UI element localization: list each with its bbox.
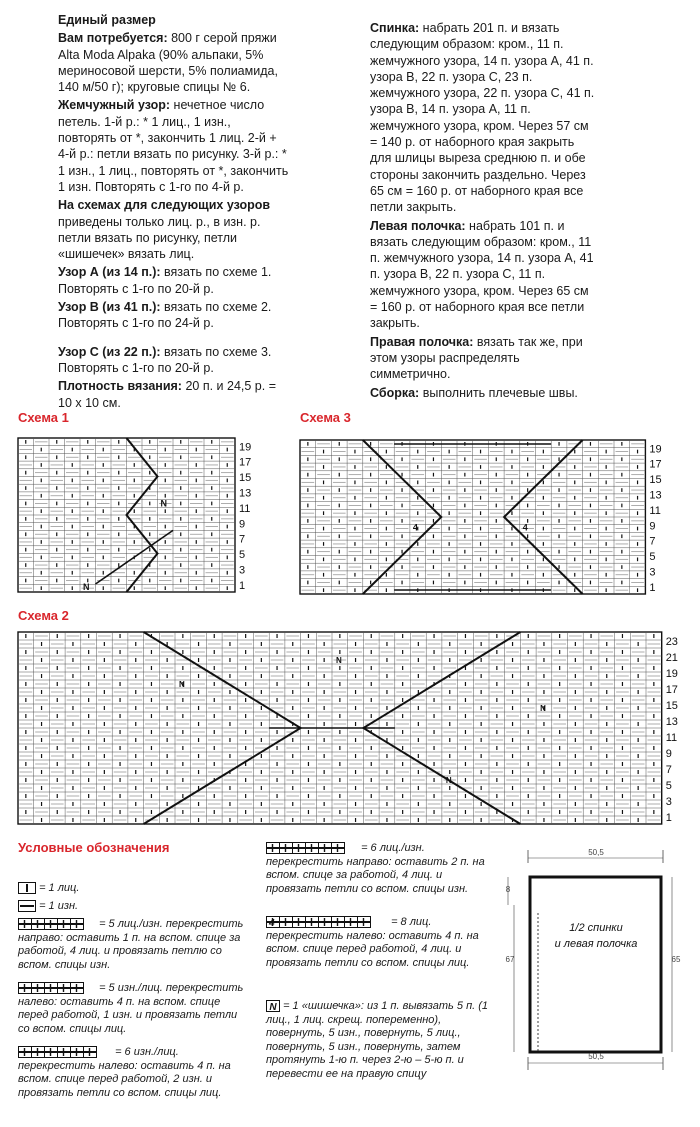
scheme-3-row-label: 17 [649, 458, 662, 471]
scheme-1-row-label: 7 [239, 533, 246, 546]
left_column-heading: Жемчужный узор: [58, 98, 171, 113]
scheme-2-title: Схема 2 [18, 608, 69, 623]
garment-pattern-diagram [500, 845, 690, 1075]
scheme-1-row-label: 5 [239, 549, 246, 562]
scheme-1-bobble-mark: N [83, 582, 90, 592]
left_column-heading: Вам потребуется: [58, 31, 168, 46]
left_column-heading: Единый размер [58, 13, 156, 27]
left_column-paragraph [58, 344, 290, 377]
left-text-column [58, 12, 290, 413]
right_column-paragraph [370, 20, 598, 216]
legend-cross-8-left-text: = 8 лиц. перекрестить налево: оставить 4 п. на вспом. спице перед работой, 4 лиц. и провязать петли со вспом. спицы лиц. [266, 916, 479, 969]
right_column-paragraph [370, 385, 598, 401]
left_column-heading: Плотность вязания: [58, 379, 182, 394]
scheme-1-row-label: 3 [239, 564, 246, 577]
scheme-3-cross-mark: 4 [522, 522, 528, 533]
scheme-1-row-label: 17 [239, 456, 252, 469]
scheme-2-row-label: 23 [665, 635, 678, 648]
width-bottom-label: 50,5 [588, 1052, 604, 1061]
left_column-text: вязать по схеме 1. Повторять с 1-го по 20-й р. [58, 265, 272, 296]
scheme-3-chart [300, 440, 675, 600]
height-left-label: 67 [505, 955, 515, 964]
left_column-paragraph [58, 97, 290, 195]
left_column-heading: Узор С (из 22 п.): [58, 344, 161, 359]
scheme-3-row-label: 5 [649, 551, 656, 564]
scheme-2-row-label: 11 [665, 731, 678, 744]
legend-title: Условные обозначения [18, 840, 170, 855]
left_column-text: 20 п. и 24,5 р. = 10 х 10 см. [58, 379, 276, 410]
legend-cross-5-left-text: = 5 изн./лиц. перекрестить налево: оставить 4 п. на вспом. спице перед работой, 1 изн. и провязать петли со вспом. спицы лиц. [18, 982, 244, 1035]
scheme-3-row-label: 1 [649, 581, 656, 594]
scheme-2-row-label: 7 [665, 763, 672, 776]
scheme-3-row-label: 15 [649, 474, 662, 487]
left_column-text: 800 г серой пряжи Alta Moda Alpaka (90% альпаки, 5% мериносовой шерсти, 5% полиамида, 140 м/50 г); круговые спицы № 6. [58, 31, 278, 95]
bobble-symbol-icon [266, 1000, 280, 1012]
pattern-label-line1: 1/2 спинки [569, 922, 623, 934]
width-top-label: 50,5 [588, 848, 604, 857]
scheme-2-bobble-mark: N [179, 680, 185, 689]
scheme-2-row-label: 17 [665, 683, 678, 696]
right_column-heading: Спинка: [370, 21, 420, 35]
scheme-2-row-label: 3 [665, 795, 672, 808]
scheme-1-row-label: 1 [239, 579, 246, 592]
svg-text:N: N [269, 1002, 277, 1014]
left_column-text: приведены только лиц. р., в изн. р. петли вязать по рисунку, петли «шишечек» вязать лиц. [58, 214, 261, 262]
right-text-column [370, 20, 598, 403]
scheme-3-row-label: 3 [649, 566, 656, 579]
right_column-text: выполнить плечевые швы. [419, 385, 578, 400]
scheme-2-chart [18, 632, 688, 827]
pattern-label-line2: и левая полочка [554, 938, 638, 950]
cross-6-right-icon [266, 842, 358, 854]
scheme-3-cross-mark: 4 [412, 522, 418, 533]
left_column-paragraph [58, 197, 290, 262]
cross-8-left-icon [266, 916, 388, 928]
legend-purl-text: = 1 изн. [39, 900, 79, 912]
legend-cross-6-right-text: = 6 лиц./изн. перекрестить направо: оставить 2 п. на вспом. спице за работой, 4 лиц. и провязать петли со вспом. спицы изн. [266, 842, 485, 895]
legend-cross-5-right-text: = 5 лиц./изн. перекрестить направо: оставить 1 п. на вспом. спице за работой, 4 лиц. и провязать петлю со вспом. спицы изн. [18, 918, 244, 971]
cross-5-right-icon [18, 918, 96, 930]
scheme-3-row-label: 11 [649, 504, 661, 517]
left_column-text: нечетное число петель. 1-й р.: * 1 лиц., 1 изн., повторять от *, закончить 1 лиц. 2-й + 4-й р.: петли вязать по рисунку. 3-й р.: * 1 изн., 1 лиц., повторять от *, закончить 1 изн. Повторять с 1-го по 4-й р. [58, 98, 289, 194]
left_column-heading: На схемах для следующих узоров [58, 198, 271, 213]
left_column-paragraph [58, 30, 290, 95]
left_column-paragraph [58, 12, 290, 28]
right_column-text: вязать так же, при этом узоры распределять симметрично. [370, 334, 583, 382]
right_column-heading: Правая полочка: [370, 334, 474, 349]
scheme-3-row-label: 13 [649, 489, 662, 502]
right_column-heading: Левая полочка: [370, 218, 466, 233]
left_column-paragraph [58, 299, 290, 332]
scheme-2-row-label: 9 [665, 747, 672, 760]
knit-symbol-icon [18, 882, 36, 894]
scheme-2-row-label: 1 [665, 811, 672, 824]
right_column-text: набрать 101 п. и вязать следующим образом: кром., 11 п. жемчужного узора, 14 п. узора А, 41 п. узора В, 22 п. узора С, 11 п. жемчужного узора, кром. Через 65 см = 160 р. от наборного края все петли закрыть. [370, 218, 594, 331]
scheme-1-chart [18, 438, 258, 598]
right_column-paragraph [370, 218, 598, 332]
right_column-paragraph [370, 334, 598, 383]
legend-cross-6-left-text: = 6 изн./лиц. перекрестить налево: оставить 4 п. на вспом. спице перед работой, 2 изн. и провязать петли со вспом. спицы лиц. [18, 1046, 231, 1099]
legend-bobble [266, 1000, 498, 1081]
scheme-2-bobble-mark: N [445, 776, 452, 785]
height-right-label: 65 [671, 955, 681, 964]
scheme-2-bobble-mark: N [540, 704, 546, 713]
cross-5-left-icon [18, 982, 96, 994]
cross-6-left-icon [18, 1046, 112, 1058]
left_column-paragraph [58, 264, 290, 297]
scheme-1-bobble-mark: N [160, 498, 167, 509]
scheme-2-row-label: 13 [665, 715, 678, 728]
scheme-3-row-label: 19 [649, 443, 662, 456]
slit-label: 8 [505, 885, 511, 894]
left_column-text: вязать по схеме 2. Повторять с 1-го по 24-й р. [58, 300, 272, 331]
left_column-text: вязать по схеме 3. Повторять с 1-го по 20-й р. [58, 344, 272, 375]
scheme-2-row-label: 19 [665, 667, 678, 680]
purl-symbol-icon [18, 900, 36, 912]
legend-cross-5-right [18, 918, 250, 972]
left_column-heading: Узор А (из 14 п.): [58, 265, 161, 280]
scheme-1-row-label: 11 [239, 502, 251, 515]
legend-knit [18, 882, 248, 896]
scheme-1-row-label: 19 [239, 441, 252, 454]
scheme-2-bobble-mark: N [336, 656, 342, 665]
left_column-heading: Узор В (из 41 п.): [58, 300, 161, 315]
legend-cross-8-left [266, 916, 498, 970]
legend-cross-6-left [18, 1046, 250, 1100]
scheme-1-title: Схема 1 [18, 410, 69, 425]
scheme-3-row-label: 7 [649, 535, 656, 548]
scheme-2-row-label: 21 [665, 651, 678, 664]
scheme-3-title: Схема 3 [300, 410, 351, 425]
legend-cross-6-right [266, 842, 498, 896]
scheme-1-row-label: 15 [239, 472, 252, 485]
scheme-2-row-label: 15 [665, 699, 678, 712]
legend-knit-text: = 1 лиц. [39, 882, 80, 894]
scheme-3-row-label: 9 [649, 520, 656, 533]
scheme-1-row-label: 9 [239, 518, 246, 531]
legend-purl [18, 900, 248, 914]
right_column-text: набрать 201 п. и вязать следующим образом: кром., 11 п. жемчужного узора, 14 п. узора А, 41 п. узора В, 22 п. узора С, 23 п. жемчужного узора, 22 п. узора С, 41 п. узора В, 14 п. узора А, 11 п. жемчужного узора, кром. Через 57 см = 140 р. от наборного края закрыть для шлицы выреза среднюю п. и обе стороны закончить раздельно. Через 65 см = 160 р. от наборного края все петли закрыть. [370, 21, 595, 215]
legend-symbol-mark: 4 [269, 918, 275, 930]
legend-bobble-text: = 1 «шишечка»: из 1 п. вывязать 5 п. (1 лиц., 1 лиц. скрещ. попеременно), повернуть, 5 изн., повернуть, 5 лиц., повернуть, 5 изн., повернуть, затем протянуть 1-ю п. через 2-ю – 5-ю п. и перевести ее на правую спицу [266, 1000, 489, 1080]
right_column-heading: Сборка: [370, 385, 420, 400]
scheme-2-row-label: 5 [665, 779, 672, 792]
scheme-1-row-label: 13 [239, 487, 252, 500]
left_column-paragraph [58, 378, 290, 411]
legend-cross-5-left [18, 982, 250, 1036]
